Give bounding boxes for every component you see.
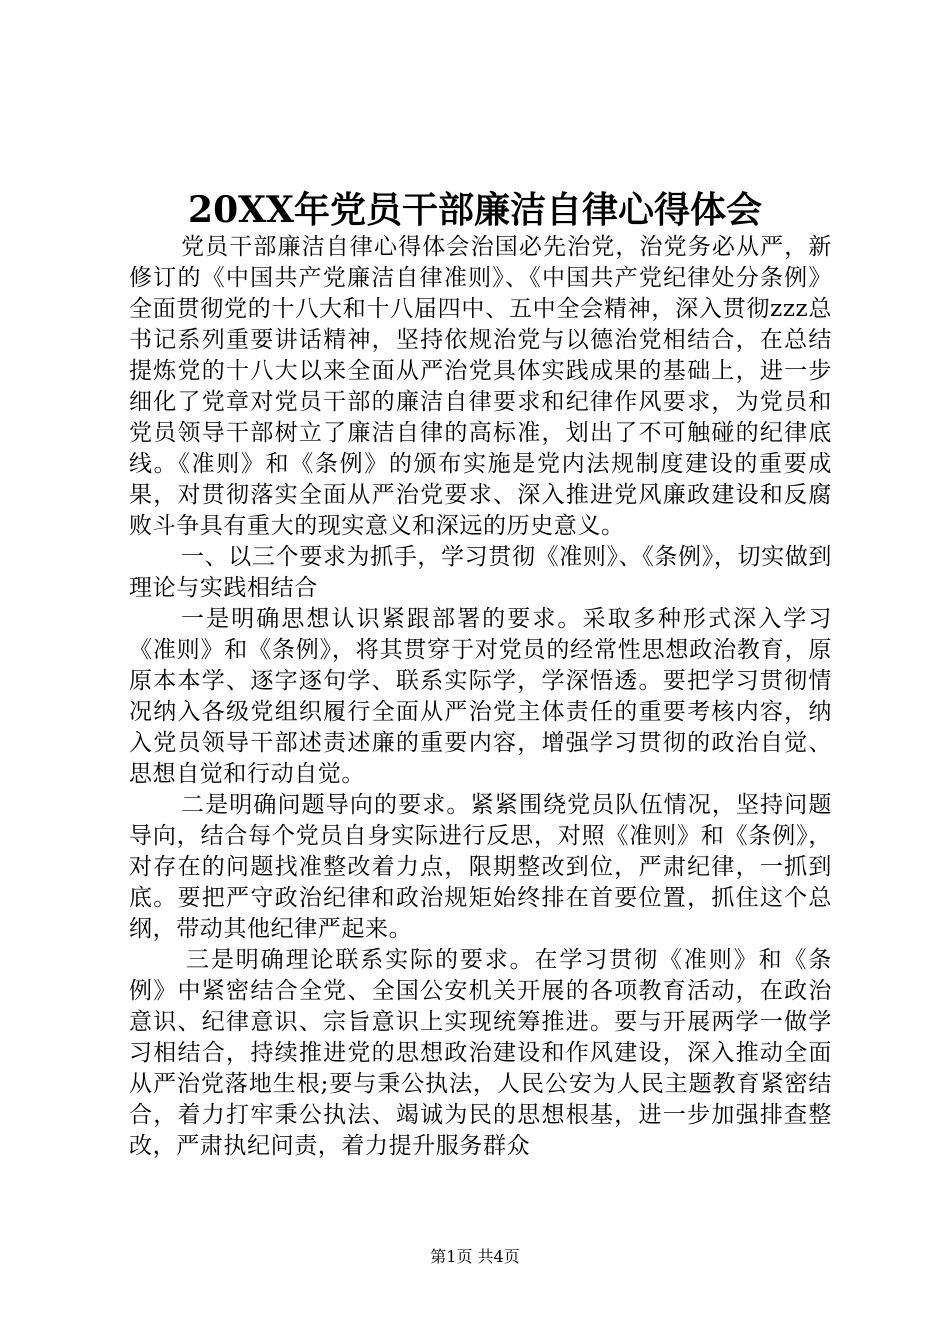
paragraph-point-three: 三是明确理论联系实际的要求。在学习贯彻《准则》和《条例》中紧密结合全党、全国公安机关开展的各项教育活动，在政治意识、纪律意识、宗旨意识上实现统筹推进。要与开展两学一做学习相结合，持续推进党的思想政治建设和作风建设，深入推动全面从严治党落地生根;要与秉公执法，人民公安为人民主题教育紧密结合，着力打牢秉公执法、竭诚为民的思想根基，进一步加强排查整改，严肃执纪问责，着力提升服务群众	[129, 947, 832, 1159]
paragraph-point-two: 二是明确问题导向的要求。紧紧围绕党员队伍情况，坚持问题导向，结合每个党员自身实际进行反思，对照《准则》和《条例》，对存在的问题找准整改着力点，限期整改到位，严肃纪律，一抓到底。要把严守政治纪律和政治规矩始终排在首要位置，抓住这个总纲，带动其他纪律严起来。	[129, 792, 832, 942]
document-body	[129, 232, 832, 1162]
page-footer: 第1页 共4页	[430, 1247, 520, 1266]
paragraph-point-one: 一是明确思想认识紧跟部署的要求。采取多种形式深入学习《准则》和《条例》，将其贯穿于对党员的经常性思想政治教育，原原本本学、逐字逐句学、联系实际学，学深悟透。要把学习贯彻情况纳入各级党组织履行全面从严治党主体责任的重要考核内容，纳入党员领导干部述责述廉的重要内容，增强学习贯彻的政治自觉、思想自觉和行动自觉。	[129, 606, 832, 787]
paragraph-intro: 党员干部廉洁自律心得体会治国必先治党，治党务必从严，新修订的《中国共产党廉洁自律准则》、《中国共产党纪律处分条例》全面贯彻党的十八大和十八届四中、五中全会精神，深入贯彻zzz总书记系列重要讲话精神，坚持依规治党与以德治党相结合，在总结提炼党的十八大以来全面从严治党具体实践成果的基础上，进一步细化了党章对党员干部的廉洁自律要求和纪律作风要求，为党员和党员领导干部树立了廉洁自律的高标准，划出了不可触碰的纪律底线。《准则》和《条例》的颁布实施是党内法规制度建设的重要成果，对贯彻落实全面从严治党要求、深入推进党风廉政建设和反腐败斗争具有重大的现实意义和深远的历史意义。	[129, 234, 832, 539]
paragraph-section-heading: 一、以三个要求为抓手，学习贯彻《准则》、《条例》，切实做到理论与实践相结合	[129, 544, 832, 601]
document-title: 20XX年党员干部廉洁自律心得体会	[188, 189, 762, 231]
